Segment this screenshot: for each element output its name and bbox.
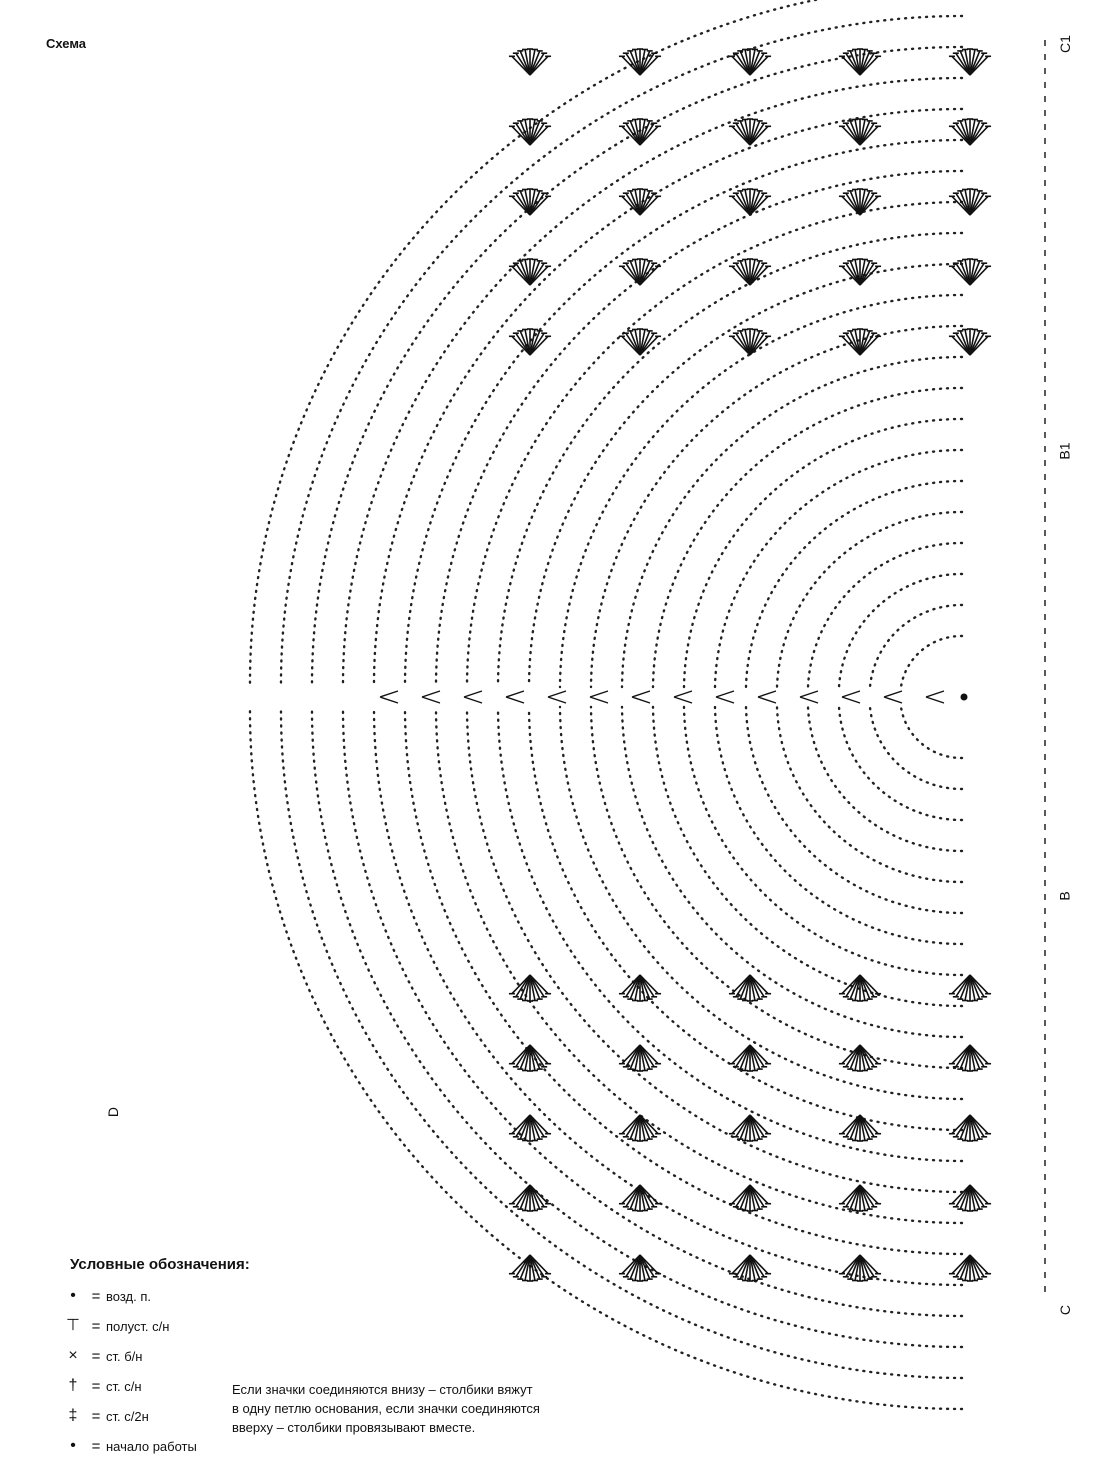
dotted-round [746, 707, 962, 913]
legend-item-sc [60, 1341, 300, 1371]
dotted-round [746, 481, 962, 687]
arrow-stitch [884, 691, 902, 703]
shell-fan [949, 1115, 991, 1141]
shell-fan [619, 1255, 661, 1281]
chart-title: Схема [46, 36, 87, 51]
dotted-round [777, 512, 962, 687]
shell-fan [619, 1045, 661, 1071]
marker-b1: B1 [1056, 442, 1073, 460]
dotted-round [436, 171, 962, 687]
legend-label: полуст. с/н [106, 1318, 170, 1334]
arrow-stitch [464, 691, 482, 703]
arrow-stitch [758, 691, 776, 703]
marker-c1: C1 [1056, 35, 1073, 53]
dotted-round [715, 450, 962, 687]
treble-crochet-icon: ‡ [68, 1407, 78, 1424]
shell-fan [509, 1255, 551, 1281]
stitch-note [232, 1380, 592, 1437]
shell-fan [839, 1185, 881, 1211]
arrow-stitch [632, 691, 650, 703]
dotted-round [901, 707, 962, 758]
legend-label: ст. с/н [106, 1378, 142, 1394]
shell-fan [729, 975, 771, 1001]
shell-fan [839, 329, 881, 355]
shell-fan [949, 1185, 991, 1211]
arrow-stitch [926, 691, 944, 703]
shell-fan [949, 49, 991, 75]
shell-fan [619, 1115, 661, 1141]
shell-fan [509, 189, 551, 215]
legend-equals: = [91, 1287, 101, 1305]
dotted-round [839, 574, 962, 687]
shell-fan [839, 1255, 881, 1281]
dotted-round [653, 388, 962, 687]
note-line: Если значки соединяются внизу – столбики вяжут [232, 1382, 533, 1397]
arrow-stitch [800, 691, 818, 703]
dotted-round [560, 707, 962, 1099]
shell-fan [509, 119, 551, 145]
shell-fan [729, 329, 771, 355]
shell-fan [619, 49, 661, 75]
shell-fan [619, 329, 661, 355]
dotted-round [901, 636, 962, 687]
shell-fan [729, 189, 771, 215]
shell-fan [949, 975, 991, 1001]
dotted-round [715, 707, 962, 944]
shell-fan [509, 1045, 551, 1071]
shell-fan [729, 259, 771, 285]
shell-fan [619, 975, 661, 1001]
dotted-round [591, 326, 962, 687]
dotted-round [622, 357, 962, 687]
shell-fan [509, 259, 551, 285]
dotted-round [560, 295, 962, 687]
dotted-round [374, 109, 962, 687]
center-stitch-arrows [380, 691, 968, 703]
dotted-round [808, 707, 962, 851]
shell-fan [839, 189, 881, 215]
legend-equals: = [91, 1317, 101, 1335]
dotted-round [591, 707, 962, 1068]
shell-fan [729, 1045, 771, 1071]
marker-d: D [105, 1106, 122, 1118]
shell-fan [509, 329, 551, 355]
legend-label: возд. п. [106, 1288, 151, 1304]
shell-fan [949, 259, 991, 285]
start-point-icon: • [70, 1437, 76, 1454]
note-line: в одну петлю основания, если значки соединяются [232, 1401, 540, 1416]
dotted-round [870, 707, 962, 789]
double-crochet-icon: † [68, 1377, 78, 1394]
shell-fan [839, 49, 881, 75]
legend-title: Условные обозначения: [70, 1256, 250, 1273]
dotted-round [436, 707, 962, 1223]
shell-fan [509, 1185, 551, 1211]
shell-fan [839, 975, 881, 1001]
legend-label: ст. б/н [106, 1348, 143, 1364]
dotted-round [808, 543, 962, 687]
half-double-crochet-icon: ⊤ [66, 1317, 80, 1334]
dotted-round [622, 707, 962, 1037]
dotted-round [777, 707, 962, 882]
arrow-stitch [422, 691, 440, 703]
legend-equals: = [91, 1437, 101, 1455]
shell-fan [619, 259, 661, 285]
shell-fan [729, 119, 771, 145]
dotted-round [653, 707, 962, 1006]
marker-b: B [1056, 891, 1073, 901]
single-crochet-icon: × [68, 1347, 78, 1364]
shell-fan [949, 1045, 991, 1071]
shell-fan [619, 119, 661, 145]
shell-fan [619, 189, 661, 215]
dotted-round [467, 202, 962, 687]
arrow-stitch [548, 691, 566, 703]
dotted-round [343, 707, 962, 1316]
arrow-stitch [842, 691, 860, 703]
shell-fan [509, 49, 551, 75]
shell-fan [729, 1255, 771, 1281]
legend-label: ст. с/2н [106, 1408, 149, 1424]
arrow-stitch [674, 691, 692, 703]
arrow-stitch [380, 691, 398, 703]
arrow-stitch [716, 691, 734, 703]
dotted-round [684, 419, 962, 687]
dotted-round [870, 605, 962, 687]
chain-stitch-dot-icon: • [70, 1287, 76, 1304]
shell-fan [839, 259, 881, 285]
dotted-round [343, 78, 962, 687]
legend-item-hdc [60, 1311, 300, 1341]
shell-fan [619, 1185, 661, 1211]
shell-fan [839, 1115, 881, 1141]
dotted-round [839, 707, 962, 820]
shell-fan [949, 329, 991, 355]
shell-fan [729, 1185, 771, 1211]
legend-equals: = [91, 1347, 101, 1365]
shell-fan [729, 49, 771, 75]
marker-c: C [1057, 1304, 1074, 1316]
note-line: вверху – столбики провязывают вместе. [232, 1420, 476, 1435]
dotted-round [684, 707, 962, 975]
legend-label: начало работы [106, 1438, 197, 1454]
legend-item-chain [60, 1281, 300, 1311]
shell-fan [949, 1255, 991, 1281]
arrow-stitch [590, 691, 608, 703]
arrow-stitch [506, 691, 524, 703]
legend-equals: = [91, 1407, 101, 1425]
shell-fan [839, 119, 881, 145]
start-point-marker [961, 694, 968, 701]
legend-equals: = [91, 1377, 101, 1395]
dotted-round [467, 707, 962, 1192]
